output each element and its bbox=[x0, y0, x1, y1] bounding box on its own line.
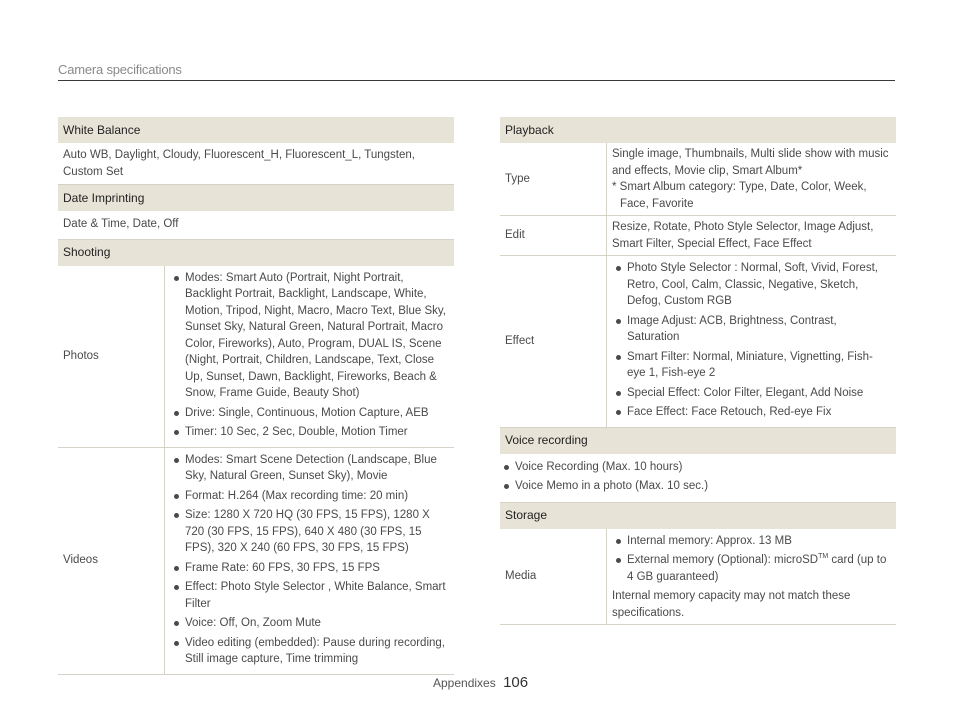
list-item bbox=[612, 552, 891, 585]
videos-value bbox=[165, 447, 455, 674]
list-item: Size: 1280 X 720 HQ (30 FPS, 15 FPS), 1280 X 720 (30 FPS, 15 FPS), 640 X 480 (30 FPS, 15 FPS), 320 X 240 (60 FPS, 30 FPS, 15 FPS) bbox=[170, 507, 449, 557]
list-item: Modes: Smart Auto (Portrait, Night Portrait, Backlight Portrait, Backlight, Landscape, White, Motion, Tripod, Night, Macro, Macro Text, Blue Sky, Sunset Sky, Natural Green, Natural Portrait, Macro Color, Fireworks), Auto, Program, DUAL IS, Scene (Night, Portrait, Children, Landscape, Text, Close Up, Sunset, Dawn, Backlight, Fireworks, Beach & Snow, Frame Guide, Beauty Shot) bbox=[170, 270, 449, 402]
trademark-mark: TM bbox=[818, 553, 829, 561]
external-memory-text: External memory (Optional): microSD bbox=[627, 554, 819, 566]
page-footer bbox=[433, 675, 528, 692]
section-header-storage: Storage bbox=[500, 502, 896, 529]
media-row bbox=[500, 529, 896, 625]
edit-label: Edit bbox=[500, 216, 607, 256]
type-value bbox=[607, 143, 897, 216]
type-label: Type bbox=[500, 143, 607, 216]
list-item: Internal memory: Approx. 13 MB bbox=[612, 533, 891, 550]
date-imprinting-row bbox=[58, 211, 454, 239]
section-header-shooting: Shooting bbox=[58, 239, 454, 266]
page-title: Camera specifications bbox=[58, 62, 182, 77]
videos-label: Videos bbox=[58, 447, 165, 674]
list-item: Drive: Single, Continuous, Motion Capture, AEB bbox=[170, 405, 449, 422]
white-balance-row bbox=[58, 143, 454, 185]
edit-row bbox=[500, 216, 896, 256]
footer-section: Appendixes bbox=[433, 676, 496, 690]
white-balance-value: Auto WB, Daylight, Cloudy, Fluorescent_H, Fluorescent_L, Tungsten, Custom Set bbox=[58, 143, 454, 185]
right-column bbox=[500, 117, 896, 625]
section-header-date-imprinting: Date Imprinting bbox=[58, 185, 454, 212]
list-item: Voice: Off, On, Zoom Mute bbox=[170, 615, 449, 632]
type-text: Single image, Thumbnails, Multi slide show with music and effects, Movie clip, Smart Album* bbox=[612, 148, 889, 177]
voice-recording-row bbox=[500, 454, 896, 503]
effect-list bbox=[612, 260, 891, 421]
videos-row bbox=[58, 447, 454, 674]
photos-value bbox=[165, 266, 455, 448]
list-item: Smart Filter: Normal, Miniature, Vignetting, Fish-eye 1, Fish-eye 2 bbox=[612, 349, 891, 382]
videos-list bbox=[170, 452, 449, 668]
media-note: Internal memory capacity may not match these specifications. bbox=[612, 590, 851, 619]
media-value bbox=[607, 529, 897, 625]
list-item: Face Effect: Face Retouch, Red-eye Fix bbox=[612, 404, 891, 421]
photos-row bbox=[58, 266, 454, 448]
photos-label: Photos bbox=[58, 266, 165, 448]
spec-table-right bbox=[500, 117, 896, 625]
photos-list bbox=[170, 270, 449, 441]
page-number: 106 bbox=[503, 674, 529, 691]
spec-table-left bbox=[58, 117, 454, 675]
page-header bbox=[58, 62, 895, 81]
effect-label: Effect bbox=[500, 256, 607, 428]
list-item: Special Effect: Color Filter, Elegant, Add Noise bbox=[612, 385, 891, 402]
list-item: Effect: Photo Style Selector , White Balance, Smart Filter bbox=[170, 579, 449, 612]
list-item: Format: H.264 (Max recording time: 20 min) bbox=[170, 488, 449, 505]
list-item: Frame Rate: 60 FPS, 30 FPS, 15 FPS bbox=[170, 560, 449, 577]
left-column bbox=[58, 117, 454, 675]
edit-value: Resize, Rotate, Photo Style Selector, Image Adjust, Smart Filter, Special Effect, Face Effect bbox=[607, 216, 897, 256]
type-row bbox=[500, 143, 896, 216]
effect-row bbox=[500, 256, 896, 428]
section-header-voice-recording: Voice recording bbox=[500, 427, 896, 454]
voice-recording-list bbox=[500, 459, 891, 495]
external-memory-text-end: card (up to 4 GB guaranteed) bbox=[627, 554, 887, 583]
list-item: Voice Recording (Max. 10 hours) bbox=[500, 459, 891, 476]
media-label: Media bbox=[500, 529, 607, 625]
list-item: Timer: 10 Sec, 2 Sec, Double, Motion Timer bbox=[170, 424, 449, 441]
list-item: Image Adjust: ACB, Brightness, Contrast, Saturation bbox=[612, 313, 891, 346]
section-header-playback: Playback bbox=[500, 117, 896, 143]
list-item: Voice Memo in a photo (Max. 10 sec.) bbox=[500, 478, 891, 495]
type-footnote: * Smart Album category: Type, Date, Color, Week, Face, Favorite bbox=[612, 181, 867, 210]
list-item: Video editing (embedded): Pause during recording, Still image capture, Time trimming bbox=[170, 635, 449, 668]
date-imprinting-value: Date & Time, Date, Off bbox=[58, 211, 454, 239]
section-header-white-balance: White Balance bbox=[58, 117, 454, 143]
media-list bbox=[612, 533, 891, 586]
list-item: Modes: Smart Scene Detection (Landscape, Blue Sky, Natural Green, Sunset Sky), Movie bbox=[170, 452, 449, 485]
list-item: Photo Style Selector : Normal, Soft, Vivid, Forest, Retro, Cool, Calm, Classic, Negative, Sketch, Defog, Custom RGB bbox=[612, 260, 891, 310]
effect-value bbox=[607, 256, 897, 428]
